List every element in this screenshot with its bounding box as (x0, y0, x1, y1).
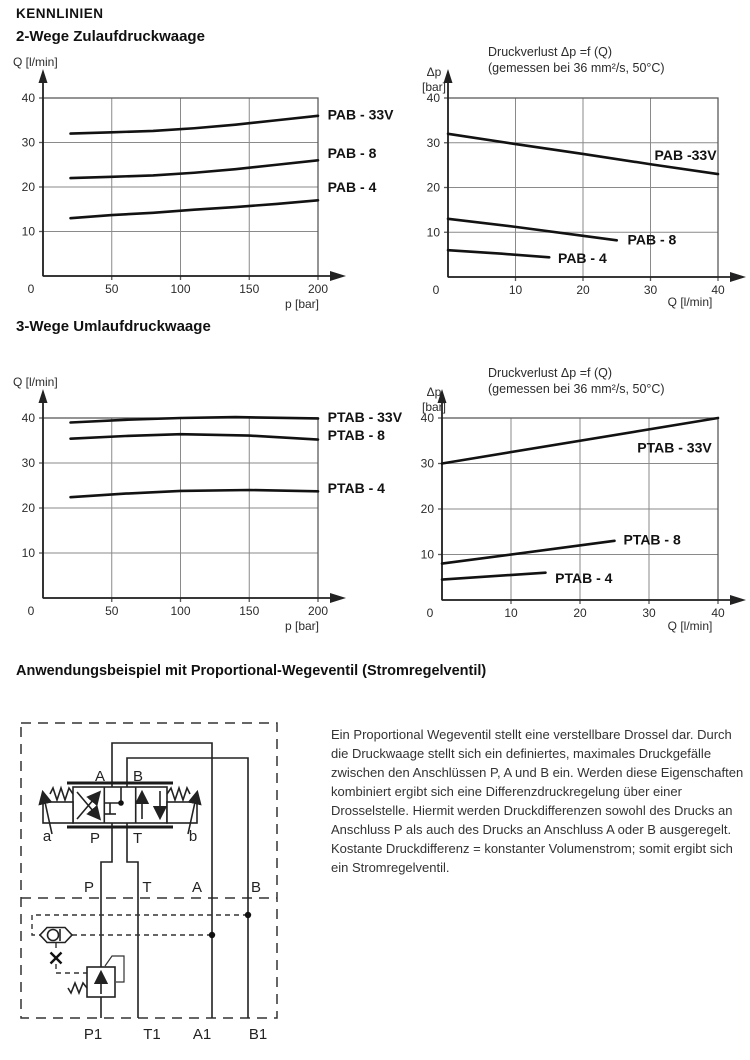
x-tick-label: 10 (508, 283, 523, 297)
y-tick-label: 40 (426, 91, 440, 105)
chart-canvas (0, 48, 430, 318)
section-heading-3wege: 3-Wege Umlaufdruckwaage (16, 318, 211, 335)
x-axis-label: Q [l/min] (667, 295, 713, 309)
x-tick-label: 0 (27, 282, 35, 296)
curve-label: PTAB - 8 (623, 531, 681, 548)
curve-label: PAB - 8 (327, 145, 377, 162)
y-axis-arrow-icon (39, 389, 48, 403)
x-tick-label: 0 (426, 606, 434, 620)
y-tick-label: 30 (21, 456, 35, 470)
page-title: KENNLINIEN (16, 6, 104, 21)
x-axis-label: Q [l/min] (667, 619, 713, 633)
y-axis-label: Δp (426, 65, 442, 79)
y-axis-label: Δp (426, 385, 442, 399)
x-tick-label: 50 (105, 282, 119, 296)
y-tick-label: 20 (420, 502, 434, 516)
curve-PAB-8 (448, 219, 617, 240)
pressure-compensator-symbol (68, 956, 124, 997)
x-tick-label: 20 (576, 283, 590, 297)
chart-canvas (0, 368, 430, 658)
bottom-port-label-B1: B1 (248, 1026, 268, 1043)
y-axis-arrow-icon (39, 69, 48, 83)
curve-PAB-4 (448, 250, 549, 257)
curve-PAB-33V (71, 116, 319, 134)
x-tick-label: 20 (573, 606, 587, 620)
line-port-T (127, 823, 138, 1018)
spring-right (167, 788, 190, 800)
curve-label: PTAB - 4 (555, 570, 613, 587)
x-axis-arrow-icon (330, 593, 346, 603)
section-heading-anwendung: Anwendungsbeispiel mit Proportional-Wegeventil (Stromregelventil) (16, 663, 487, 679)
chart-canvas (412, 362, 750, 656)
x-tick-label: 100 (170, 604, 191, 618)
junction-dot-A (209, 932, 215, 938)
shuttle-valve-symbol (40, 928, 72, 943)
valve-port-label-T: T (133, 830, 143, 847)
chart-2wege-pressure-loss (412, 40, 750, 323)
y-tick-label: 20 (21, 180, 35, 194)
x-tick-label: 40 (711, 606, 725, 620)
proportional-valve-symbol (43, 783, 197, 834)
chart-3wege-pressure-loss (412, 362, 750, 661)
x-axis-label: p [bar] (284, 297, 320, 311)
curve-PAB-4 (71, 200, 319, 218)
curve-label: PAB - 4 (327, 179, 377, 195)
x-tick-label: 0 (27, 604, 35, 618)
curve-label: PAB - 8 (627, 231, 677, 248)
valve-port-label-P: P (89, 830, 100, 847)
curve-label: PTAB - 4 (327, 480, 385, 497)
curve-label: PTAB - 33V (327, 409, 403, 426)
valve-port-label-A: A (94, 768, 106, 785)
y-tick-label: 40 (21, 411, 35, 425)
chart-subtitle: (gemessen bei 36 mm²/s, 50°C) (488, 382, 665, 396)
x-tick-label: 10 (504, 606, 518, 620)
y-tick-label: 10 (426, 225, 440, 240)
x-axis-arrow-icon (730, 595, 746, 605)
spring-left (50, 788, 73, 800)
x-tick-label: 0 (432, 283, 440, 297)
bottom-port-label-P1: P1 (83, 1026, 103, 1043)
curve-PTAB-8 (442, 541, 615, 564)
blocked-port-x (51, 953, 62, 964)
y-tick-label: 30 (420, 456, 434, 471)
x-tick-label: 30 (643, 283, 658, 297)
y-tick-label: 10 (21, 224, 35, 239)
junction-dot-B (245, 912, 251, 918)
solenoid-label-a: a (42, 828, 52, 845)
enclosure-dashed-box (21, 723, 277, 1018)
curve-label: PTAB - 33V (637, 439, 712, 456)
curve-PTAB-4 (71, 490, 319, 497)
manifold-label-A: A (191, 879, 203, 896)
application-description: Ein Proportional Wegeventil stellt eine verstellbare Drossel dar. Durch die Druckwaage stellt sich ein definiertes, maximales Druckgefälle zwischen den Anschlüssen P, A und B ein. Werden diese Eigenschaften kombiniert ergibt sich eine Differenzdruckregelung über einer Drosselstelle. Hiermit werden Druckdifferenzen sowohl des Drucks an Anschluss P als auch des Drucks an Anschluss A oder B ausgeregelt. Kostante Druckdifferenz = konstanter Volumenstrom; somit ergibt sich ein Stromregelventil. (331, 727, 744, 875)
chart-subtitle: (gemessen bei 36 mm²/s, 50°C) (488, 61, 665, 75)
solenoid-label-b: b (188, 828, 198, 845)
curve-label: PTAB - 8 (327, 427, 385, 444)
x-tick-label: 150 (239, 282, 260, 296)
y-tick-label: 20 (426, 180, 440, 195)
curve-label: PAB - 33V (327, 106, 394, 123)
manifold-label-T: T (142, 879, 152, 896)
y-tick-label: 40 (21, 91, 35, 105)
x-tick-label: 200 (307, 604, 329, 618)
x-tick-label: 50 (105, 604, 119, 618)
curve-PTAB-4 (442, 573, 546, 580)
y-tick-label: 20 (21, 501, 35, 515)
curve-PAB-8 (71, 160, 319, 178)
chart-title: Druckverlust Δp =f (Q) (488, 366, 612, 380)
y-axis-label: [bar] (421, 80, 447, 94)
x-axis-label: p [bar] (284, 619, 320, 633)
section-heading-2wege: 2-Wege Zulaufdruckwaage (16, 28, 205, 45)
y-tick-label: 30 (21, 135, 35, 150)
valve-port-label-B: B (132, 768, 144, 785)
y-axis-label: Q [l/min] (13, 55, 58, 69)
manifold-label-B: B (250, 879, 262, 896)
y-axis-label: Q [l/min] (13, 375, 58, 389)
chart-2wege-flow-vs-pressure (0, 48, 430, 323)
curve-PTAB-8 (71, 434, 319, 439)
x-tick-label: 30 (642, 606, 656, 620)
bottom-port-label-T1: T1 (143, 1026, 161, 1043)
x-tick-label: 150 (239, 604, 260, 618)
y-tick-label: 10 (21, 546, 35, 560)
y-tick-label: 30 (426, 135, 440, 150)
curve-label: PAB - 4 (558, 250, 607, 267)
x-tick-label: 100 (170, 282, 191, 296)
chart-3wege-flow-vs-pressure (0, 368, 430, 663)
x-axis-arrow-icon (730, 272, 746, 282)
chart-canvas (412, 40, 750, 318)
y-axis-label: [bar] (421, 400, 447, 414)
manifold-label-P: P (83, 879, 95, 896)
hydraulic-circuit-diagram (0, 700, 340, 1060)
y-tick-label: 40 (420, 411, 434, 425)
chart-title: Druckverlust Δp =f (Q) (488, 45, 612, 59)
curve-label: PAB -33V (654, 146, 717, 163)
x-tick-label: 200 (307, 282, 329, 296)
x-axis-arrow-icon (330, 271, 346, 281)
y-tick-label: 10 (420, 547, 434, 562)
compensator-spring (68, 983, 87, 993)
x-tick-label: 40 (711, 283, 725, 297)
bottom-port-label-A1: A1 (192, 1026, 212, 1043)
